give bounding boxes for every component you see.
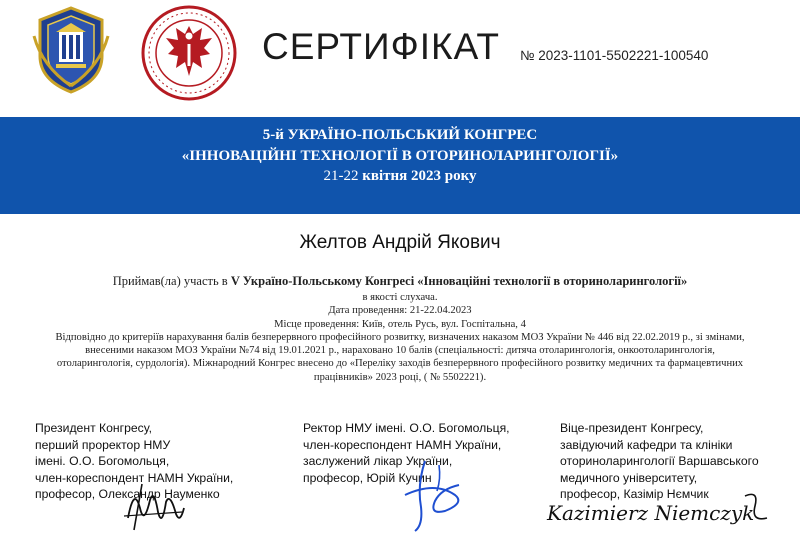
congress-banner (0, 117, 800, 214)
congress-dates (0, 168, 800, 185)
signatory-line: оториноларингології Варшавського (560, 454, 759, 468)
signatory-line: завідуючий кафедри та клініки (560, 437, 733, 452)
signatory-line: член-кореспондент НАМН України, (303, 437, 502, 452)
signatory-line: професор, Казімір Нємчик (560, 487, 709, 501)
congress-name: 5-й УКРАЇНО-ПОЛЬСЬКИЙ КОНГРЕС (262, 127, 538, 143)
participant-role: в якості слухача. (362, 292, 438, 303)
signature-niemczyk (545, 488, 775, 530)
event-date: Дата проведення: 21-22.04.2023 (328, 305, 472, 317)
signatory-line: Ректор НМУ імені. О.О. Богомольця, (303, 421, 510, 435)
nmu-bogomolets-crest-icon (32, 6, 110, 94)
participation-line (50, 274, 750, 289)
cpd-criteria-text: Відповідно до критеріїв нарахування балів безперервного професійного розвитку, визначених наказом МОЗ України № 446 від 22.02.2019 р., зі змінами, внесеними наказом МОЗ України №74 від 19.01.2021 р., нараховано 10 балів (спеціальності: дитяча отоларингологія, онкоотоларингологія, отоларингологія, сурдологія). Міжнародний Конгрес внесено до «Переліку заходів безперервного професійного розвитку медичних та фармацевтичних працівників» 2023 році, ( № 5502221). (55, 331, 745, 383)
certificate-number: № 2023-1101-5502221-100540 (520, 48, 709, 63)
signatory-line: Віце-президент Конгресу, (560, 421, 704, 435)
warsaw-medical-university-eagle-seal-icon (140, 4, 238, 102)
signatory-line: медичного університету, (560, 470, 698, 485)
certificate-title: СЕРТИФІКАТ (262, 26, 500, 67)
signature-naumenko (120, 478, 190, 533)
participation-prefix: Приймав(ла) участь в (112, 274, 231, 288)
congress-theme: «ІННОВАЦІЙНІ ТЕХНОЛОГІЇ В ОТОРИНОЛАРИНГОЛОГІЇ» (181, 148, 619, 164)
signatory-line: Президент Конгресу, (35, 421, 152, 435)
event-place: Місце проведення: Київ, отель Русь, вул. Госпітальна, 4 (274, 318, 526, 330)
signatory-line: професор, Юрій Кучин (303, 470, 432, 485)
certificate-body (50, 274, 750, 384)
congress-dates-month: квітня 2023 року (362, 168, 477, 184)
signatory-line: член-кореспондент НАМН України, (35, 470, 234, 485)
recipient-name: Желтов Андрій Якович (299, 232, 501, 253)
signature-kuchyn (395, 455, 475, 533)
signatory-line: перший проректор НМУ (35, 437, 171, 452)
participation-event: V Україно-Польському Конгресі «Інноваційні технології в оториноларингології» (230, 274, 688, 288)
svg-text:Kazimierz Niemczyk: Kazimierz Niemczyk (547, 501, 755, 525)
signatory-line: професор, Олександр Науменко (35, 487, 220, 501)
signatory-line: імені. О.О. Богомольця, (35, 454, 170, 468)
congress-dates-days: 21-22 (323, 168, 359, 184)
signatory-line: заслужений лікар України, (303, 454, 453, 468)
